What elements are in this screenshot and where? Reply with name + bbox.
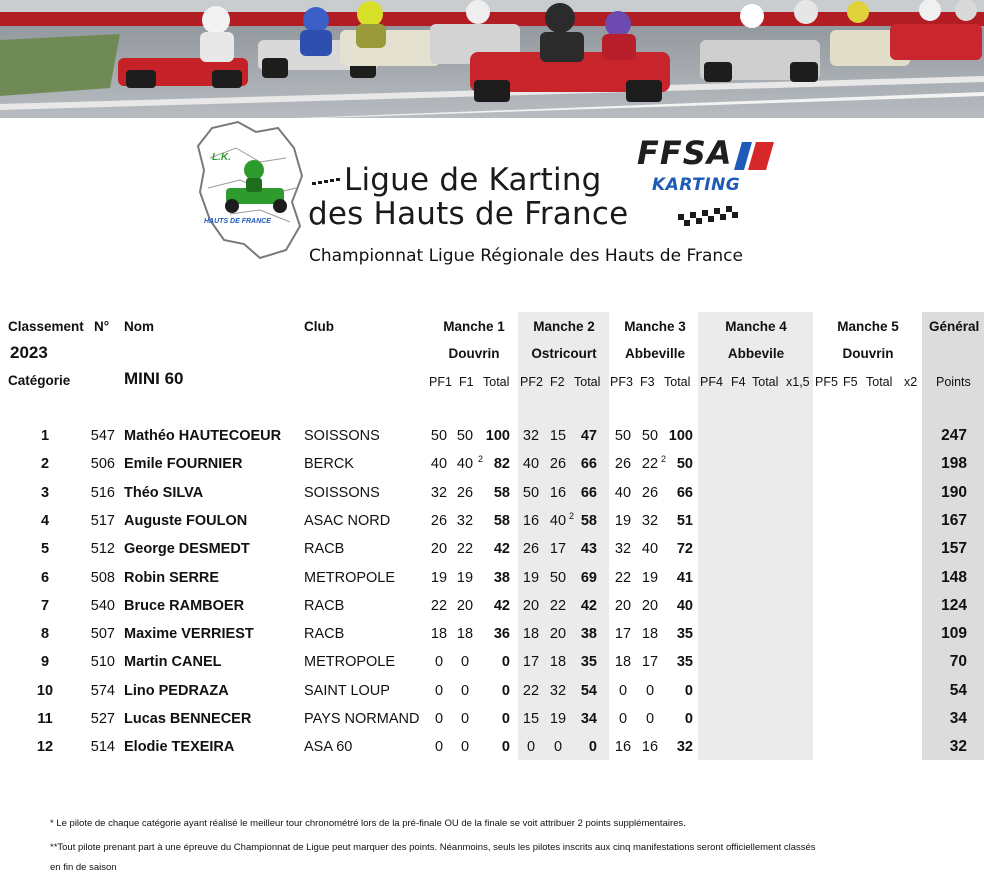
header-classement: Classement (8, 319, 84, 334)
row-m2-finale: 16 (549, 485, 567, 501)
row-m3-total: 32 (676, 739, 693, 755)
row-m1-total: 0 (501, 739, 510, 755)
row-m3-prefinale: 22 (614, 570, 632, 586)
col-f3: F3 (640, 375, 655, 389)
row-club: RACB (304, 626, 345, 642)
row-m3-finale: 19 (641, 570, 659, 586)
row-m1-prefinale: 20 (430, 541, 448, 557)
manche-1-place: Douvrin (448, 346, 500, 361)
row-m3-total: 66 (676, 485, 693, 501)
row-points: 167 (941, 512, 967, 529)
col-total-2: Total (574, 375, 601, 389)
row-m1-finale: 20 (456, 598, 474, 614)
row-rank: 4 (40, 513, 50, 529)
row-m2-finale: 32 (549, 683, 567, 699)
row-m1-total: 100 (485, 428, 510, 444)
row-club: RACB (304, 598, 345, 614)
row-m2-prefinale: 18 (522, 626, 540, 642)
row-m1-total: 38 (493, 570, 510, 586)
row-m3-bonus-mark: 2 (661, 454, 667, 464)
row-rank: 3 (40, 485, 50, 501)
col-x2: x2 (904, 375, 918, 389)
row-m1-finale: 0 (460, 654, 470, 670)
row-m3-prefinale: 18 (614, 654, 632, 670)
row-m2-finale: 19 (549, 711, 567, 727)
row-m3-finale: 26 (641, 485, 659, 501)
row-number: 516 (90, 485, 115, 501)
season-year: 2023 (10, 343, 48, 362)
row-m2-finale: 18 (549, 654, 567, 670)
row-number: 512 (90, 541, 115, 557)
row-m1-finale: 26 (456, 485, 474, 501)
row-m1-total: 82 (493, 456, 510, 472)
row-club: METROPOLE (304, 654, 396, 670)
header-club: Club (304, 319, 334, 334)
row-points: 198 (941, 455, 967, 472)
row-m3-finale: 18 (641, 626, 659, 642)
row-club: ASAC NORD (304, 513, 391, 529)
row-club: SOISSONS (304, 428, 380, 444)
row-m3-finale: 22 (641, 456, 659, 472)
row-m2-total: 66 (580, 456, 597, 472)
row-m3-finale: 20 (641, 598, 659, 614)
row-m1-bonus-mark: 2 (478, 454, 484, 464)
manche-3-place: Abbeville (624, 346, 686, 361)
row-m1-total: 58 (493, 513, 510, 529)
row-m3-total: 41 (676, 570, 693, 586)
manche-4-place: Abbevile (727, 346, 785, 361)
row-m3-total: 40 (676, 598, 693, 614)
row-m2-finale: 17 (549, 541, 567, 557)
col-pf1: PF1 (429, 375, 452, 389)
header-general: Général (929, 319, 980, 334)
row-m2-finale: 50 (549, 570, 567, 586)
row-m3-total: 35 (676, 654, 693, 670)
row-m3-prefinale: 17 (614, 626, 632, 642)
row-m1-total: 42 (493, 598, 510, 614)
league-logo (190, 118, 790, 263)
footnote-best-lap: * Le pilote de chaque catégorie ayant réalisé le meilleur tour chronométré lors de la pré-finale OU de la finale se voit attribuer 2 points supplémentaires. (50, 818, 686, 829)
logo-lk-initials: L.K. (212, 152, 231, 163)
row-m2-total: 42 (580, 598, 597, 614)
row-m2-total: 47 (580, 428, 597, 444)
col-f5: F5 (843, 375, 858, 389)
row-club: SOISSONS (304, 485, 380, 501)
row-m1-total: 58 (493, 485, 510, 501)
row-number: 508 (90, 570, 115, 586)
row-club: RACB (304, 541, 345, 557)
row-m1-finale: 50 (456, 428, 474, 444)
row-m3-total: 0 (684, 711, 693, 727)
col-total-4: Total (752, 375, 779, 389)
row-m2-total: 69 (580, 570, 597, 586)
row-m1-finale: 22 (456, 541, 474, 557)
header-points: Points (936, 375, 971, 389)
row-number: 527 (90, 711, 115, 727)
manche-2-place: Ostricourt (531, 346, 597, 361)
footnote-eligibility-end: en fin de saison (50, 862, 117, 873)
row-rank: 12 (36, 739, 54, 755)
row-club: ASA 60 (304, 739, 353, 755)
row-driver-name: Mathéo HAUTECOEUR (124, 428, 282, 444)
row-points: 190 (941, 484, 967, 501)
row-rank: 7 (40, 598, 50, 614)
row-m3-total: 100 (668, 428, 693, 444)
row-club: METROPOLE (304, 570, 396, 586)
row-m2-total: 0 (588, 739, 597, 755)
row-m1-finale: 0 (460, 739, 470, 755)
row-m3-finale: 32 (641, 513, 659, 529)
row-m2-finale: 0 (553, 739, 563, 755)
row-driver-name: Robin SERRE (124, 570, 220, 586)
row-points: 124 (941, 597, 967, 614)
row-m2-finale: 26 (549, 456, 567, 472)
row-m1-prefinale: 26 (430, 513, 448, 529)
row-rank: 11 (37, 711, 53, 727)
col-f1: F1 (459, 375, 474, 389)
row-m2-prefinale: 15 (522, 711, 540, 727)
header-numero: N° (94, 319, 110, 334)
row-m3-prefinale: 20 (614, 598, 632, 614)
row-m3-prefinale: 19 (614, 513, 632, 529)
row-m1-total: 0 (501, 654, 510, 670)
row-club: SAINT LOUP (304, 683, 390, 699)
ffsa-logo-text: FFSA (637, 134, 733, 172)
manche-5-place: Douvrin (842, 346, 894, 361)
col-pf5: PF5 (815, 375, 838, 389)
row-points: 54 (949, 682, 967, 699)
row-m3-finale: 16 (641, 739, 659, 755)
row-m2-total: 66 (580, 485, 597, 501)
row-m1-prefinale: 0 (434, 683, 444, 699)
logo-title-line1: Ligue de Karting (344, 162, 602, 198)
col-total-3: Total (664, 375, 691, 389)
row-m2-total: 35 (580, 654, 597, 670)
manche-4-name: Manche 4 (725, 319, 787, 334)
row-points: 109 (941, 625, 967, 642)
row-m1-prefinale: 19 (430, 570, 448, 586)
row-driver-name: Théo SILVA (124, 485, 204, 501)
row-number: 510 (90, 654, 115, 670)
row-m1-finale: 0 (460, 711, 470, 727)
row-m2-prefinale: 26 (522, 541, 540, 557)
row-number: 506 (90, 456, 115, 472)
row-m3-total: 72 (676, 541, 693, 557)
row-m2-total: 38 (580, 626, 597, 642)
row-driver-name: Martin CANEL (124, 654, 222, 670)
row-driver-name: Bruce RAMBOER (124, 598, 245, 614)
row-m1-prefinale: 32 (430, 485, 448, 501)
row-m1-prefinale: 0 (434, 654, 444, 670)
row-m3-prefinale: 0 (618, 711, 628, 727)
row-driver-name: George DESMEDT (124, 541, 250, 557)
row-m1-prefinale: 40 (430, 456, 448, 472)
row-points: 157 (941, 540, 967, 557)
row-m1-prefinale: 22 (430, 598, 448, 614)
manche-3-name: Manche 3 (624, 319, 686, 334)
row-m2-finale: 22 (549, 598, 567, 614)
row-m3-finale: 17 (641, 654, 659, 670)
championship-subtitle: Championnat Ligue Régionale des Hauts de France (309, 246, 743, 266)
row-number: 574 (90, 683, 115, 699)
row-m1-total: 36 (493, 626, 510, 642)
row-m2-prefinale: 50 (522, 485, 540, 501)
row-m2-prefinale: 19 (522, 570, 540, 586)
manche-5-name: Manche 5 (837, 319, 899, 334)
row-m1-total: 0 (501, 683, 510, 699)
row-m1-finale: 18 (456, 626, 474, 642)
row-m2-prefinale: 16 (522, 513, 540, 529)
row-m1-finale: 32 (456, 513, 474, 529)
row-m1-prefinale: 50 (430, 428, 448, 444)
row-points: 247 (941, 427, 967, 444)
ffsa-karting-text: KARTING (652, 175, 741, 195)
row-m2-prefinale: 22 (522, 683, 540, 699)
row-m1-prefinale: 18 (430, 626, 448, 642)
row-driver-name: Emile FOURNIER (124, 456, 243, 472)
footnote-eligibility: **Tout pilote prenant part à une épreuve du Championnat de Ligue peut marquer des points. Néanmoins, seuls les pilotes inscrits aux cinq manifestations seront officiellement classés (50, 842, 816, 853)
row-points: 70 (949, 653, 967, 670)
row-m3-finale: 40 (641, 541, 659, 557)
row-rank: 10 (36, 683, 54, 699)
row-m2-finale: 20 (549, 626, 567, 642)
row-rank: 1 (40, 428, 50, 444)
row-m3-finale: 50 (641, 428, 659, 444)
row-number: 514 (90, 739, 115, 755)
row-m2-prefinale: 32 (522, 428, 540, 444)
row-m3-total: 0 (684, 683, 693, 699)
row-m1-prefinale: 0 (434, 739, 444, 755)
row-m3-prefinale: 32 (614, 541, 632, 557)
row-m3-total: 51 (676, 513, 693, 529)
row-driver-name: Maxime VERRIEST (124, 626, 254, 642)
col-total-5: Total (866, 375, 893, 389)
row-m1-finale: 19 (456, 570, 474, 586)
row-m2-total: 54 (580, 683, 597, 699)
row-m3-prefinale: 50 (614, 428, 632, 444)
col-f4: F4 (731, 375, 746, 389)
row-m3-total: 35 (676, 626, 693, 642)
row-m2-finale: 40 (549, 513, 567, 529)
row-number: 540 (90, 598, 115, 614)
row-m1-finale: 0 (460, 683, 470, 699)
row-rank: 2 (40, 456, 50, 472)
header-nom: Nom (124, 319, 154, 334)
row-club: BERCK (304, 456, 354, 472)
row-m3-prefinale: 0 (618, 683, 628, 699)
row-rank: 6 (40, 570, 50, 586)
row-driver-name: Lucas BENNECER (124, 711, 252, 727)
row-driver-name: Lino PEDRAZA (124, 683, 229, 699)
logo-region-badge: HAUTS DE FRANCE (204, 218, 271, 225)
row-m3-total: 50 (676, 456, 693, 472)
row-m2-total: 43 (580, 541, 597, 557)
row-m2-total: 34 (580, 711, 597, 727)
logo-title-line2: des Hauts de France (308, 196, 629, 232)
row-m2-total: 58 (580, 513, 597, 529)
row-m2-bonus-mark: 2 (569, 511, 575, 521)
col-pf4: PF4 (700, 375, 723, 389)
row-points: 32 (949, 738, 967, 755)
row-m3-prefinale: 16 (614, 739, 632, 755)
row-m3-finale: 0 (645, 711, 655, 727)
row-m1-finale: 40 (456, 456, 474, 472)
row-m1-total: 42 (493, 541, 510, 557)
header-categorie-label: Catégorie (8, 373, 71, 388)
category-name: MINI 60 (124, 369, 184, 388)
row-number: 517 (90, 513, 115, 529)
row-club: PAYS NORMAND (304, 711, 420, 727)
row-number: 547 (90, 428, 115, 444)
row-m3-prefinale: 26 (614, 456, 632, 472)
col-total-1: Total (483, 375, 510, 389)
race-photo-banner (0, 0, 984, 118)
row-number: 507 (90, 626, 115, 642)
row-driver-name: Elodie TEXEIRA (124, 739, 235, 755)
row-m2-prefinale: 17 (522, 654, 540, 670)
col-pf2: PF2 (520, 375, 543, 389)
row-points: 34 (949, 710, 967, 727)
row-m2-finale: 15 (549, 428, 567, 444)
row-m1-total: 0 (501, 711, 510, 727)
row-m1-prefinale: 0 (434, 711, 444, 727)
col-f2: F2 (550, 375, 565, 389)
row-rank: 9 (40, 654, 50, 670)
row-rank: 5 (40, 541, 50, 557)
row-m2-prefinale: 40 (522, 456, 540, 472)
row-m3-prefinale: 40 (614, 485, 632, 501)
manche-1-name: Manche 1 (443, 319, 505, 334)
row-rank: 8 (40, 626, 50, 642)
col-x15: x1,5 (786, 375, 810, 389)
col-pf3: PF3 (610, 375, 633, 389)
manche-2-name: Manche 2 (533, 319, 595, 334)
row-m3-finale: 0 (645, 683, 655, 699)
row-m2-prefinale: 20 (522, 598, 540, 614)
row-driver-name: Auguste FOULON (124, 513, 248, 529)
row-points: 148 (941, 569, 967, 586)
row-m2-prefinale: 0 (526, 739, 536, 755)
